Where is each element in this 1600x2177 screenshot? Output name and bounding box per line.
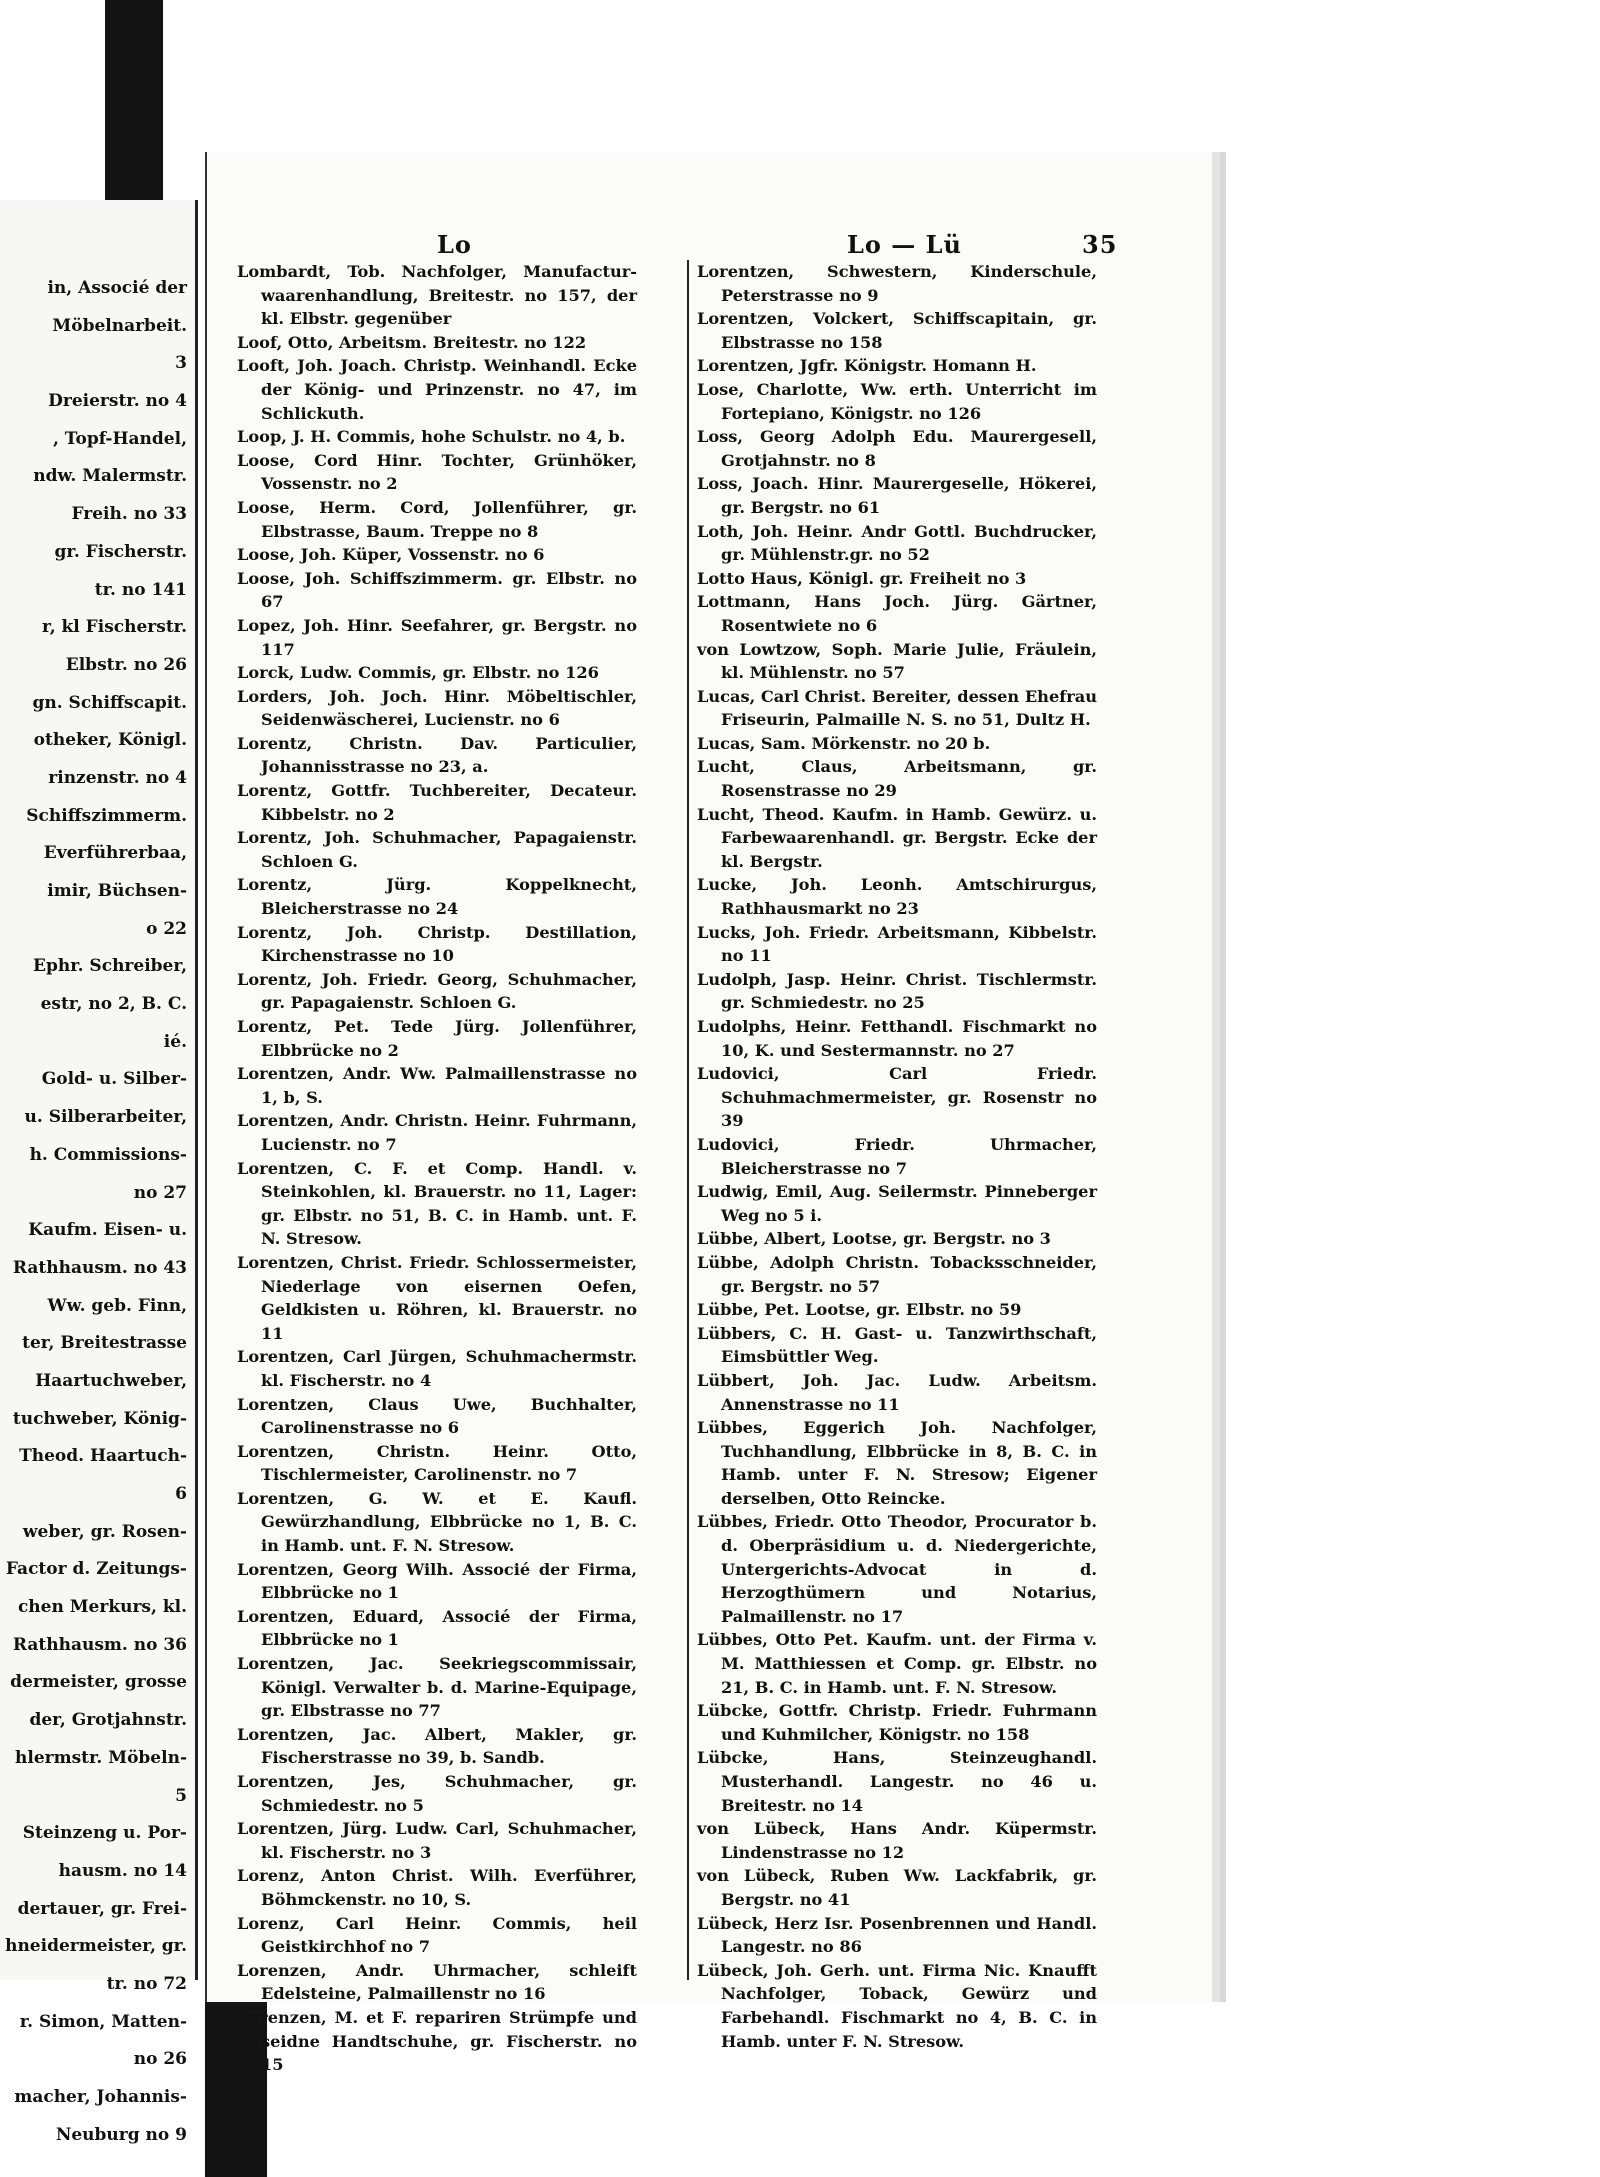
directory-entry: Loof, Otto, Arbeitsm. Breitestr. no 122 [237, 332, 587, 352]
previous-page-line: imir, Büchsen- [47, 881, 187, 901]
previous-page-line: no 26 [133, 2049, 187, 2070]
previous-page-line: hlermstr. Möbeln- [15, 1747, 187, 1768]
previous-page-line: gn. Schiffscapit. [32, 692, 187, 713]
previous-page-line: tuchweber, König- [12, 1408, 187, 1429]
previous-page-line: no 27 [133, 1182, 187, 1203]
directory-entry: Looft, Joh. Joach. Christp. Weinhandl. Ecke der König- und Prinzenstr. no 47, im Schlickuth. [237, 356, 637, 423]
running-head-left: Lo [437, 230, 472, 259]
directory-entry: Lübbe, Adolph Christn. Tobacksschneider, gr. Bergstr. no 57 [697, 1252, 1097, 1296]
directory-entry: Lorentzen, Eduard, Associé der Firma, Elbbrücke no 1 [237, 1606, 637, 1650]
directory-entry: Lorentzen, Carl Jürgen, Schuhmachermstr. kl. Fischerstr. no 4 [237, 1347, 637, 1390]
directory-entry: Lorentzen, Jgfr. Königstr. Homann H. [697, 356, 1037, 376]
directory-entry: Lübbe, Albert, Lootse, gr. Bergstr. no 3 [697, 1229, 1051, 1249]
directory-entry: Lorentz, Jürg. Koppelknecht, Bleicherstrasse no 24 [237, 875, 637, 919]
directory-entry: Lorentz, Christn. Dav. Particulier, Johannisstrasse no 23, a. [237, 733, 637, 777]
previous-page-line: rinzenstr. no 4 [48, 767, 187, 788]
directory-entry: Lübcke, Hans, Steinzeughandl. Musterhandl. Langestr. no 46 u. Breitestr. no 14 [697, 1748, 1097, 1815]
previous-page-line: hneidermeister, gr. [5, 1936, 187, 1957]
left-column [237, 260, 637, 2075]
directory-entry: Lorentzen, Claus Uwe, Buchhalter, Carolinenstrasse no 6 [237, 1394, 637, 1438]
directory-entry: Lorck, Ludw. Commis, gr. Elbstr. no 126 [237, 663, 599, 683]
directory-entry: Lorentz, Joh. Friedr. Georg, Schuhmacher, gr. Papagaienstr. Schloen G. [237, 969, 637, 1013]
directory-entry: Lorenzen, Andr. Uhrmacher, schleift Edelsteine, Palmaillenstr no 16 [237, 1960, 637, 2004]
previous-page-line: der, Grotjahnstr. [29, 1710, 187, 1731]
directory-entry: Ludolphs, Heinr. Fetthandl. Fischmarkt no 10, K. und Sestermannstr. no 27 [697, 1017, 1097, 1060]
directory-entry: Loss, Joach. Hinr. Maurergeselle, Hökerei, gr. Bergstr. no 61 [697, 474, 1097, 517]
previous-page-line: r. Simon, Matten- [19, 2011, 187, 2032]
directory-entry: Lübbes, Otto Pet. Kaufm. unt. der Firma v. M. Matthiessen et Comp. gr. Elbstr. no 21, B. C. in Hamb. unt. F. N. Stresow. [697, 1630, 1097, 1697]
previous-page-line: 5 [175, 1785, 187, 1806]
previous-page-line: estr, no 2, B. C. [40, 994, 187, 1015]
previous-page-line: Ww. geb. Finn, [47, 1295, 187, 1316]
previous-page-line: h. Commissions- [29, 1144, 187, 1165]
previous-page-line: , Topf-Handel, [52, 428, 187, 449]
previous-page-line: macher, Johannis- [14, 2087, 187, 2107]
previous-page-line: otheker, Königl. [33, 730, 187, 751]
directory-entry: Ludwig, Emil, Aug. Seilermstr. Pinneberger Weg no 5 i. [697, 1182, 1097, 1225]
directory-entry: Lübbes, Eggerich Joh. Nachfolger, Tuchhandlung, Elbbrücke in 8, B. C. in Hamb. unter F. N. Stresow; Eigener derselben, Otto Reincke. [697, 1418, 1097, 1508]
directory-entry: Lübcke, Gottfr. Christp. Friedr. Fuhrmann und Kuhmilcher, Königstr. no 158 [697, 1701, 1097, 1744]
previous-page-line: ter, Breitestrasse [22, 1333, 187, 1354]
previous-page-line: Rathhausm. no 43 [12, 1257, 187, 1278]
previous-page-line: gr. Fischerstr. [54, 541, 187, 562]
previous-page-line: 3 [175, 353, 187, 374]
directory-entry: Lotto Haus, Königl. gr. Freiheit no 3 [697, 568, 1027, 588]
directory-entry: Lorentzen, G. W. et E. Kaufl. Gewürzhandlung, Elbbrücke no 1, B. C. in Hamb. unt. F. N. Stresow. [237, 1488, 637, 1556]
directory-entry: Loth, Joh. Heinr. Andr Gottl. Buchdrucker, gr. Mühlenstr.gr. no 52 [697, 521, 1097, 565]
previous-page-line: hausm. no 14 [58, 1860, 187, 1881]
previous-page-line: Theod. Haartuch- [19, 1446, 187, 1467]
previous-page-line: dertauer, gr. Frei- [17, 1898, 187, 1919]
previous-page-line: chen Merkurs, kl. [17, 1597, 187, 1618]
previous-page-line: ié. [163, 1031, 187, 1052]
previous-page-line: 6 [175, 1484, 187, 1504]
right-column [687, 260, 1097, 2051]
directory-entry: von Lübeck, Ruben Ww. Lackfabrik, gr. Bergstr. no 41 [697, 1866, 1097, 1909]
directory-entry: Lorentzen, Jes, Schuhmacher, gr. Schmiedestr. no 5 [237, 1772, 637, 1815]
previous-page-line: Ephr. Schreiber, [33, 956, 187, 977]
directory-entry: Lorentzen, Schwestern, Kinderschule, Peterstrasse no 9 [697, 262, 1097, 305]
directory-entry: Lorentz, Joh. Christp. Destillation, Kirchenstrasse no 10 [237, 922, 637, 966]
previous-page-line: Kaufm. Eisen- u. [28, 1220, 187, 1241]
directory-entry: Lübbers, C. H. Gast- u. Tanzwirthschaft, Eimsbüttler Weg. [697, 1323, 1097, 1367]
directory-entry: Ludovici, Carl Friedr. Schuhmachmermeister, gr. Rosenstr no 39 [697, 1064, 1097, 1131]
directory-entry: Lorenz, Carl Heinr. Commis, heil Geistkirchhof no 7 [237, 1913, 637, 1957]
previous-page-line: dermeister, grosse [10, 1672, 187, 1693]
directory-entry: von Lübeck, Hans Andr. Küpermstr. Lindenstrasse no 12 [697, 1819, 1097, 1862]
previous-page-line: tr. no 72 [106, 1973, 187, 1994]
directory-entry: Lübeck, Herz Isr. Posenbrennen und Handl. Langestr. no 86 [697, 1913, 1097, 1957]
page-number: 35 [1082, 230, 1118, 259]
previous-page-line: Dreierstr. no 4 [48, 391, 187, 412]
directory-entry: Lorentzen, Jac. Albert, Makler, gr. Fischerstrasse no 39, b. Sandb. [237, 1724, 637, 1768]
directory-entry: Loose, Cord Hinr. Tochter, Grünhöker, Vossenstr. no 2 [237, 450, 637, 494]
directory-entry: Lose, Charlotte, Ww. erth. Unterricht im Fortepiano, Königstr. no 126 [697, 379, 1097, 423]
previous-page-line: Möbelnarbeit. [52, 315, 187, 336]
previous-page-line: o 22 [146, 918, 187, 939]
previous-page-line: Elbstr. no 26 [65, 654, 187, 675]
previous-page-line: r, kl Fischerstr. [41, 617, 187, 638]
directory-entry: Lorentzen, Georg Wilh. Associé der Firma, Elbbrücke no 1 [237, 1559, 637, 1603]
previous-page-line: weber, gr. Rosen- [22, 1521, 187, 1542]
directory-entry: Lorentzen, Andr. Christn. Heinr. Fuhrmann, Lucienstr. no 7 [237, 1111, 637, 1154]
directory-entry: Lorentzen, Volckert, Schiffscapitain, gr. Elbstrasse no 158 [697, 309, 1097, 352]
directory-entry: Lübeck, Joh. Gerh. unt. Firma Nic. Knaufft Nachfolger, Toback, Gewürz und Farbehandl. Fischmarkt no 4, B. C. in Hamb. unter F. N. Stresow. [697, 1960, 1097, 2051]
previous-page-lines [0, 270, 195, 2154]
previous-page-line: Freih. no 33 [71, 504, 187, 525]
directory-entry: Lopez, Joh. Hinr. Seefahrer, gr. Bergstr. no 117 [237, 615, 637, 659]
directory-entry: Lucht, Claus, Arbeitsmann, gr. Rosenstrasse no 29 [697, 757, 1097, 801]
directory-entry: Lucas, Sam. Mörkenstr. no 20 b. [697, 733, 991, 753]
previous-page-line: Rathhausm. no 36 [12, 1634, 187, 1655]
directory-entry: Lorentzen, Christn. Heinr. Otto, Tischlermeister, Carolinenstr. no 7 [237, 1441, 637, 1485]
directory-entry: Lorentzen, Jürg. Ludw. Carl, Schuhmacher, kl. Fischerstr. no 3 [237, 1819, 637, 1862]
directory-entry: Lorentz, Pet. Tede Jürg. Jollenführer, Elbbrücke no 2 [237, 1017, 637, 1060]
directory-entry: Lorentz, Joh. Schuhmacher, Papagaienstr. Schloen G. [237, 828, 637, 871]
directory-entry: Lucks, Joh. Friedr. Arbeitsmann, Kibbelstr. no 11 [697, 922, 1097, 966]
directory-entry: Ludovici, Friedr. Uhrmacher, Bleicherstrasse no 7 [697, 1134, 1097, 1178]
directory-entry: Loose, Herm. Cord, Jollenführer, gr. Elbstrasse, Baum. Treppe no 8 [237, 497, 637, 541]
directory-entry: Lorenzen, M. et F. repariren Strümpfe und seidne Handtschuhe, gr. Fischerstr. no 15 [237, 2007, 637, 2075]
directory-entry: Ludolph, Jasp. Heinr. Christ. Tischlermstr. gr. Schmiedestr. no 25 [697, 969, 1097, 1013]
previous-page-line: Everführerbaa, [43, 843, 187, 864]
previous-page-line: ndw. Malermstr. [33, 466, 187, 487]
directory-page [205, 152, 1212, 2075]
previous-page-line: Neuburg no 9 [55, 2124, 187, 2145]
running-head-center: Lo — Lü [847, 230, 962, 259]
directory-entry: Lucht, Theod. Kaufm. in Hamb. Gewürz. u. Farbewaarenhandl. gr. Bergstr. Ecke der kl. Bergstr. [697, 804, 1097, 871]
previous-page-line: Steinzeng u. Por- [22, 1823, 187, 1844]
previous-page-fragment [0, 200, 198, 2145]
directory-entry: Lübbes, Friedr. Otto Theodor, Procurator b. d. Oberpräsidium u. d. Niedergerichte, Untergerichts-Advocat in d. Herzogthümern und Notarius, Palmaillenstr. no 17 [697, 1512, 1097, 1626]
directory-entry: Lorentzen, C. F. et Comp. Handl. v. Steinkohlen, kl. Brauerstr. no 11, Lager: gr. Elbstr. no 51, B. C. in Hamb. unt. F. N. Stresow. [237, 1158, 637, 1249]
previous-page-line: in, Associé der [47, 278, 187, 298]
directory-entry: Lübbe, Pet. Lootse, gr. Elbstr. no 59 [697, 1300, 1022, 1320]
directory-entry: Lorentzen, Jac. Seekriegscommissair, Königl. Verwalter b. d. Marine-Equipage, gr. Elbstrasse no 77 [237, 1654, 637, 1721]
directory-entry: Lorentzen, Andr. Ww. Palmaillenstrasse no 1, b, S. [237, 1064, 637, 1107]
previous-page-line: Haartuchweber, [35, 1370, 187, 1391]
directory-entry: Lorenz, Anton Christ. Wilh. Everführer, Böhmckenstr. no 10, S. [237, 1866, 637, 1909]
directory-entry: Lorders, Joh. Joch. Hinr. Möbeltischler, Seidenwäscherei, Lucienstr. no 6 [237, 686, 637, 730]
book-binding-top [105, 0, 163, 200]
directory-entry: Loss, Georg Adolph Edu. Maurergesell, Grotjahnstr. no 8 [697, 427, 1097, 470]
previous-page-line: Gold- u. Silber- [41, 1069, 187, 1090]
directory-entry: Lorentz, Gottfr. Tuchbereiter, Decateur. Kibbelstr. no 2 [237, 781, 637, 824]
directory-entry: Lucke, Joh. Leonh. Amtschirurgus, Rathhausmarkt no 23 [697, 875, 1097, 919]
directory-entry: Loose, Joh. Schiffszimmerm. gr. Elbstr. no 67 [237, 568, 637, 612]
previous-page-line: u. Silberarbeiter, [24, 1107, 187, 1128]
directory-entry: Loose, Joh. Küper, Vossenstr. no 6 [237, 545, 545, 565]
directory-entry: Lottmann, Hans Joch. Jürg. Gärtner, Rosentwiete no 6 [697, 592, 1097, 635]
directory-entry: Lübbert, Joh. Jac. Ludw. Arbeitsm. Annenstrasse no 11 [697, 1370, 1097, 1414]
previous-page-line: Schiffszimmerm. [26, 805, 187, 826]
directory-entry: Lorentzen, Christ. Friedr. Schlossermeister, Niederlage von eisernen Oefen, Geldkisten u. Röhren, kl. Brauerstr. no 11 [237, 1252, 637, 1343]
directory-entry: Lucas, Carl Christ. Bereiter, dessen Ehefrau Friseurin, Palmaille N. S. no 51, Dultz H. [697, 686, 1097, 730]
previous-page-line: tr. no 141 [94, 579, 187, 600]
directory-entry: Lombardt, Tob. Nachfolger, Manufactur-waarenhandlung, Breitestr. no 157, der kl. Elbstr. gegenüber [237, 262, 637, 329]
directory-entry: von Lowtzow, Soph. Marie Julie, Fräulein, kl. Mühlenstr. no 57 [697, 639, 1097, 683]
previous-page-line: Factor d. Zeitungs- [5, 1559, 187, 1580]
directory-entry: Loop, J. H. Commis, hohe Schulstr. no 4, b. [237, 427, 626, 447]
